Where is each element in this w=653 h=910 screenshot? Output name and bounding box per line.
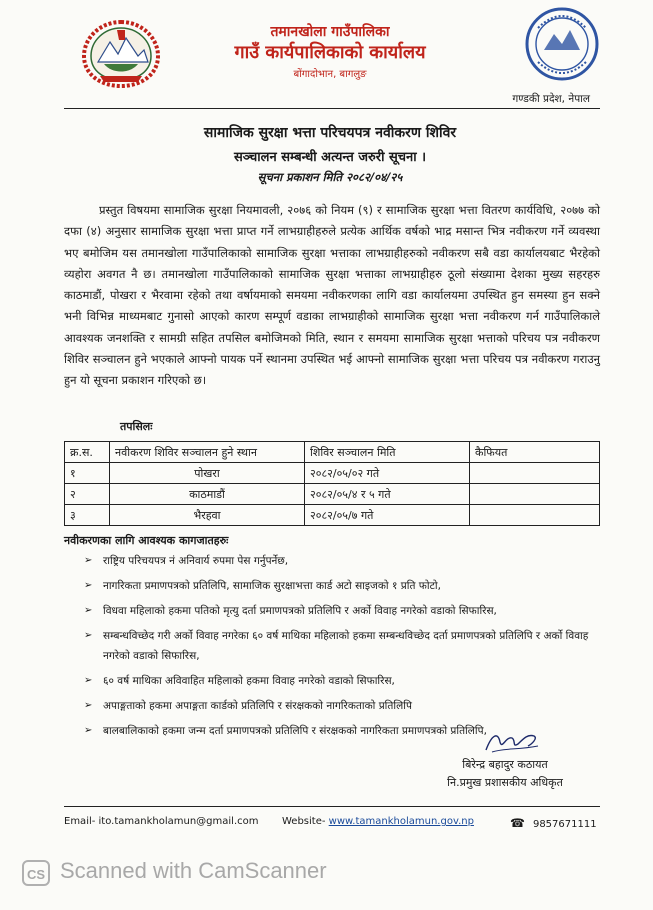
arrow-bullet-icon: ➢ [84, 630, 93, 641]
table-cell: काठमाडौं [110, 484, 305, 505]
municipality-name: तमानखोला गाउँपालिका [270, 24, 390, 40]
table-row [65, 484, 600, 505]
camscanner-logo-icon: CS [22, 860, 50, 886]
notice-title: सामाजिक सुरक्षा भत्ता परिचयपत्र नवीकरण शिविर [203, 125, 457, 141]
office-seal-logo [524, 6, 600, 82]
office-address: बोंगादोभान, बागलुङ [293, 69, 367, 80]
list-item-text: अपाङ्गताको हकमा अपाङ्गता कार्डको प्रतिलिपि र संरक्षकको नागरिकताको प्रतिलिपि [103, 700, 412, 712]
list-item-text: नागरिकता प्रमाणपत्रको प्रतिलिपि, सामाजिक सुरक्षाभत्ता कार्ड अटो साइजको १ प्रति फोटो, [103, 580, 441, 592]
tapsil-label: तपसिलः [120, 420, 153, 433]
table-cell: १ [65, 463, 110, 484]
table-row [65, 463, 600, 484]
website-label: Website- [282, 816, 326, 827]
footer-email: Email- ito.tamankholamun@gmail.com [64, 816, 259, 827]
requirements-title: नवीकरणका लागि आवश्यक कागजातहरुः [64, 534, 229, 547]
list-item [84, 671, 604, 691]
arrow-bullet-icon: ➢ [84, 555, 93, 566]
phone-number: 9857671111 [532, 819, 597, 830]
arrow-bullet-icon: ➢ [84, 700, 93, 711]
table-header: नवीकरण शिविर सञ्चालन हुने स्थान [110, 442, 305, 463]
publish-date: सूचना प्रकाशन मिति २०८२/०४/२५ [257, 170, 403, 184]
list-item-text: सम्बन्धविच्छेद गरी अर्को विवाह नगरेका ६० वर्ष माथिका महिलाको हकमा सम्बन्धविच्छेद दर्ता प्रमाणपत्रको प्रतिलिपि र अर्को विवाह नगरेको वडाको सिफारिस, [103, 630, 589, 662]
footer-website [282, 816, 474, 827]
table-header-row [65, 442, 600, 463]
arrow-bullet-icon: ➢ [84, 605, 93, 616]
telephone-icon: ☎ [510, 816, 525, 830]
table-cell [470, 484, 600, 505]
table-cell: २०८२/०५/४ र ५ गते [305, 484, 470, 505]
list-item [84, 601, 604, 621]
footer-divider [64, 806, 600, 807]
arrow-bullet-icon: ➢ [84, 675, 93, 686]
signatory-name: बिरेन्द्र बहादुर कठायत [462, 758, 548, 771]
list-item-text: ६० वर्ष माथिका अविवाहित महिलाको हकमा विवाह नगरेको वडाको सिफारिस, [103, 675, 395, 687]
list-item-text: बालबालिकाको हकमा जन्म दर्ता प्रमाणपत्रको प्रतिलिपि र संरक्षकको नागरिकता प्रमाणपत्रको प्रतिलिपि, [103, 725, 487, 737]
table-header: क्र.स. [65, 442, 110, 463]
notice-subtitle: सञ्चालन सम्बन्धी अत्यन्त जरुरी सूचना । [233, 150, 427, 165]
province-label: गण्डकी प्रदेश, नेपाल [512, 93, 590, 105]
table-cell: २०८२/०५/७ गते [305, 505, 470, 526]
watermark-text: Scanned with CamScanner [60, 858, 327, 883]
footer-phone [510, 816, 597, 830]
list-item [84, 551, 604, 571]
camp-schedule-table [64, 441, 600, 526]
table-cell: ३ [65, 505, 110, 526]
list-item [84, 696, 604, 716]
list-item [84, 576, 604, 596]
table-cell [470, 463, 600, 484]
website-link[interactable]: www.tamankholamun.gov.np [328, 816, 474, 827]
table-cell: पोखरा [110, 463, 305, 484]
requirements-list [84, 551, 604, 746]
table-cell: २ [65, 484, 110, 505]
list-item [84, 626, 604, 666]
table-header: कैफियत [470, 442, 600, 463]
table-header: शिविर सञ्चालन मिति [305, 442, 470, 463]
arrow-bullet-icon: ➢ [84, 580, 93, 591]
arrow-bullet-icon: ➢ [84, 725, 93, 736]
handwritten-signature [482, 728, 542, 756]
camscanner-watermark [22, 858, 362, 890]
header-divider [64, 108, 600, 109]
notice-body: प्रस्तुत विषयमा सामाजिक सुरक्षा नियमावली, २०७६ को नियम (९) र सामाजिक सुरक्षा भत्ता वितरण कार्यविधि, २०७७ को दफा (४) अनुसार सामाजिक सुरक्षा भत्ता प्राप्त गर्ने लाभग्राहीहरुले प्रत्येक आर्थिक वर्षको भाद्र मसान्त भित्र नवीकरण गर्ने व्यवस्था भए बमोजिम यस तमानखोला गाउँपालिकाको सामाजिक सुरक्षा भत्ताका लाभग्राहीहरुको नवीकरण सबै वडा कार्यालयबाट भैरहेको व्यहोरा अवगत नै छ। तमानखोला गाउँपालिकाको सामाजिक सुरक्षा भत्ताका लाभग्राहीहरु ठूलो संख्यामा देशका मुख्य सहरहरु काठमाडौं, पोखरा र भैरवामा रहेको तथा वर्षायमाको समयमा नवीकरणका लागि वडा कार्यालयमा उपस्थित हुन समस्या हुन सक्ने भनी विभिन्न माध्यमबाट गुनासो आएको कारण सम्पूर्ण वडाका लाभग्राहीको सामाजिक सुरक्षा भत्ता नवीकरण गर्न गाउँपालिकाले आवश्यक जनशक्ति र सामग्री सहित तपसिल बमोजिमको मिति, स्थान र समयमा सामाजिक सुरक्षा भत्ताको परिचय पत्र नवीकरण शिविर सञ्चालन हुने भएकाले आफ्नो पायक पर्ने स्थानमा उपस्थित भई आफ्नो सामाजिक सुरक्षा भत्ता परिचय पत्र नवीकरण गराउनु हुन यो सूचना प्रकाशन गरिएको छ। [64, 203, 600, 388]
table-row [65, 505, 600, 526]
table-cell: भैरहवा [110, 505, 305, 526]
list-item-text: राष्ट्रिय परिचयपत्र नं अनिवार्य रुपमा पेस गर्नुपर्नेछ, [103, 555, 289, 567]
signatory-title: नि.प्रमुख प्रशासकीय अधिकृत [447, 776, 563, 789]
list-item-text: विधवा महिलाको हकमा पतिको मृत्यु दर्ता प्रमाणपत्रको प्रतिलिपि र अर्को विवाह नगरेको वडाको सिफारिस, [103, 605, 497, 617]
table-cell [470, 505, 600, 526]
office-name: गाउँ कार्यपालिकाको कार्यालय [234, 42, 426, 63]
table-cell: २०८२/०५/०२ गते [305, 463, 470, 484]
